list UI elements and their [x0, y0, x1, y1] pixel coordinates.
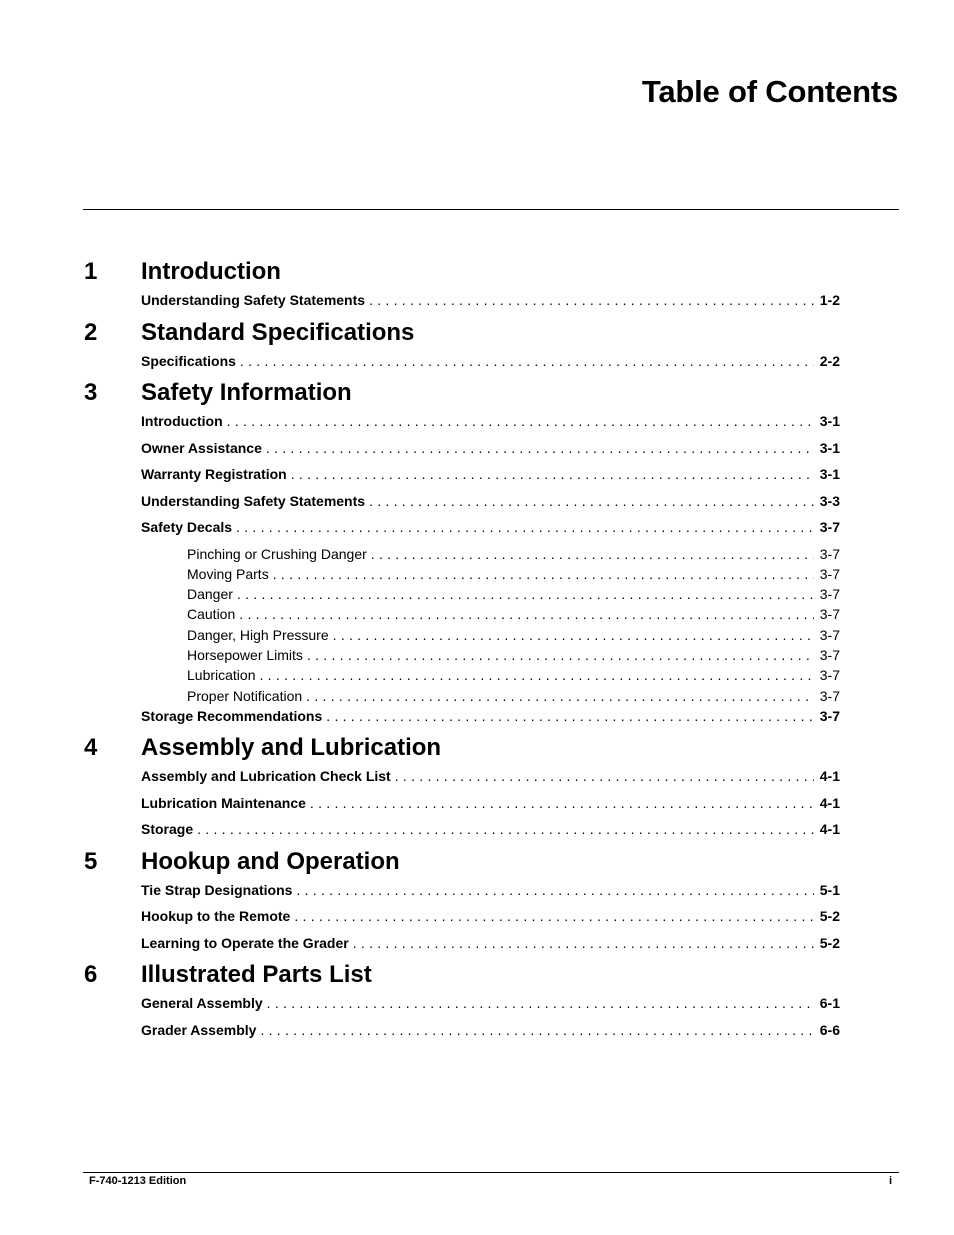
table-of-contents	[0, 258, 954, 1048]
entry-page-number: 4-1	[819, 821, 840, 838]
toc-entry[interactable]	[141, 353, 840, 380]
header-divider	[83, 209, 899, 210]
entry-label: Moving Parts	[187, 565, 269, 582]
chapter-title: Introduction	[141, 258, 281, 285]
dot-leader	[307, 647, 814, 664]
toc-subentry[interactable]	[187, 606, 840, 626]
entry-page-number: 5-1	[819, 881, 840, 898]
chapter-heading[interactable]	[0, 258, 954, 292]
chapter-number: 5	[84, 847, 98, 875]
toc-chapter	[0, 848, 954, 962]
toc-entry[interactable]	[141, 708, 840, 735]
toc-entry[interactable]	[141, 413, 840, 440]
entry-page-number: 3-7	[819, 687, 840, 704]
entry-page-number: 3-7	[819, 586, 840, 603]
footer-divider	[83, 1172, 899, 1173]
toc-chapter	[0, 258, 954, 319]
dot-leader	[240, 353, 814, 370]
entry-label: Understanding Safety Statements	[141, 492, 366, 509]
toc-subentry[interactable]	[187, 546, 840, 566]
entry-page-number: 3-7	[819, 626, 840, 643]
toc-subentry[interactable]	[187, 627, 840, 647]
dot-leader	[239, 606, 814, 623]
entry-label: Storage	[141, 821, 194, 838]
entry-page-number: 4-1	[819, 794, 840, 811]
dot-leader	[310, 795, 814, 812]
chapter-title: Assembly and Lubrication	[141, 734, 442, 762]
dot-leader	[294, 908, 813, 925]
dot-leader	[260, 1022, 813, 1039]
entry-page-number: 4-1	[819, 768, 840, 785]
entry-page-number: 5-2	[819, 934, 840, 951]
dot-leader	[266, 440, 814, 457]
entry-label: Safety Decals	[141, 519, 233, 535]
dot-leader	[353, 935, 814, 952]
dot-leader	[267, 995, 814, 1012]
chapter-heading[interactable]	[0, 379, 954, 413]
toc-chapter	[0, 961, 954, 1048]
chapter-number: 1	[84, 258, 98, 285]
entry-label: Horsepower Limits	[187, 646, 303, 663]
chapter-heading[interactable]	[0, 961, 954, 995]
dot-leader	[326, 708, 814, 725]
entry-page-number: 3-7	[819, 519, 840, 535]
entry-label: Proper Notification	[187, 687, 303, 704]
entry-label: Assembly and Lubrication Check List	[141, 768, 391, 785]
dot-leader	[236, 519, 814, 536]
chapter-number: 2	[84, 318, 98, 346]
entry-label: Learning to Operate the Grader	[141, 934, 349, 951]
chapter-title: Standard Specifications	[141, 318, 415, 346]
footer-page-number: i	[888, 1175, 892, 1187]
entry-page-number: 3-7	[819, 565, 840, 582]
entry-page-number: 3-3	[819, 492, 840, 509]
toc-subentry[interactable]	[187, 586, 840, 606]
entry-page-number: 6-6	[819, 1021, 840, 1038]
entry-label: Introduction	[141, 413, 223, 429]
entry-label: Specifications	[141, 352, 236, 369]
toc-entry[interactable]	[141, 493, 840, 520]
dot-leader	[395, 768, 814, 785]
dot-leader	[333, 627, 814, 644]
dot-leader	[291, 466, 814, 483]
entry-label: Warranty Registration	[141, 466, 287, 482]
toc-entry[interactable]	[141, 440, 840, 467]
dot-leader	[260, 667, 814, 684]
entry-label: Owner Assistance	[141, 439, 262, 456]
entry-label: Lubrication Maintenance	[141, 794, 306, 811]
entry-label: Caution	[187, 606, 236, 623]
entry-label: Hookup to the Remote	[141, 908, 291, 925]
entry-label: Tie Strap Designations	[141, 881, 293, 898]
toc-entry[interactable]	[141, 908, 840, 935]
toc-subentry[interactable]	[187, 667, 840, 687]
dot-leader	[197, 821, 814, 838]
toc-entry[interactable]	[141, 1022, 840, 1049]
entry-label: Lubrication	[187, 667, 256, 684]
toc-entry[interactable]	[141, 795, 840, 822]
toc-entry[interactable]	[141, 768, 840, 795]
dot-leader	[369, 292, 814, 309]
toc-entry[interactable]	[141, 292, 840, 319]
chapter-heading[interactable]	[0, 734, 954, 768]
toc-entry[interactable]	[141, 466, 840, 493]
entry-label: Danger, High Pressure	[187, 626, 329, 643]
toc-chapter	[0, 319, 954, 380]
entry-label: Grader Assembly	[141, 1021, 257, 1038]
dot-leader	[296, 882, 813, 899]
toc-subentry[interactable]	[187, 647, 840, 667]
entry-label: General Assembly	[141, 995, 263, 1012]
entry-label: Danger	[187, 586, 233, 603]
chapter-title: Illustrated Parts List	[141, 961, 372, 989]
entry-page-number: 3-1	[819, 439, 840, 456]
entry-page-number: 6-1	[819, 995, 840, 1012]
chapter-title: Hookup and Operation	[141, 847, 400, 875]
dot-leader	[369, 493, 814, 510]
dot-leader	[371, 546, 814, 563]
entry-page-number: 3-1	[819, 466, 840, 482]
toc-chapter	[0, 379, 954, 734]
dot-leader	[227, 413, 814, 430]
toc-entry[interactable]	[141, 935, 840, 962]
toc-chapter	[0, 734, 954, 848]
chapter-number: 6	[84, 961, 98, 989]
toc-subentry[interactable]	[187, 688, 840, 708]
chapter-heading[interactable]	[0, 848, 954, 882]
chapter-heading[interactable]	[0, 319, 954, 353]
entry-label: Pinching or Crushing Danger	[187, 545, 367, 562]
chapter-number: 4	[84, 734, 98, 762]
toc-entry[interactable]	[141, 821, 840, 848]
entry-page-number: 3-7	[819, 707, 840, 724]
entry-page-number: 3-7	[819, 646, 840, 663]
entry-page-number: 3-1	[819, 413, 840, 429]
toc-subentry[interactable]	[187, 566, 840, 586]
dot-leader	[306, 688, 814, 705]
dot-leader	[237, 586, 814, 603]
chapter-number: 3	[84, 379, 98, 406]
toc-entry[interactable]	[141, 995, 840, 1022]
entry-label: Storage Recommendations	[141, 707, 323, 724]
dot-leader	[273, 566, 814, 583]
entry-page-number: 3-7	[819, 606, 840, 623]
chapter-title: Safety Information	[141, 379, 352, 406]
entry-page-number: 3-7	[819, 667, 840, 684]
entry-page-number: 5-2	[819, 908, 840, 925]
entry-page-number: 3-7	[819, 545, 840, 562]
entry-page-number: 1-2	[819, 292, 840, 308]
toc-entry[interactable]	[141, 519, 840, 546]
entry-label: Understanding Safety Statements	[141, 292, 366, 308]
page-title: Table of Contents	[641, 74, 898, 109]
footer-edition: F-740-1213 Edition	[89, 1175, 187, 1187]
entry-page-number: 2-2	[819, 352, 840, 369]
toc-entry[interactable]	[141, 882, 840, 909]
